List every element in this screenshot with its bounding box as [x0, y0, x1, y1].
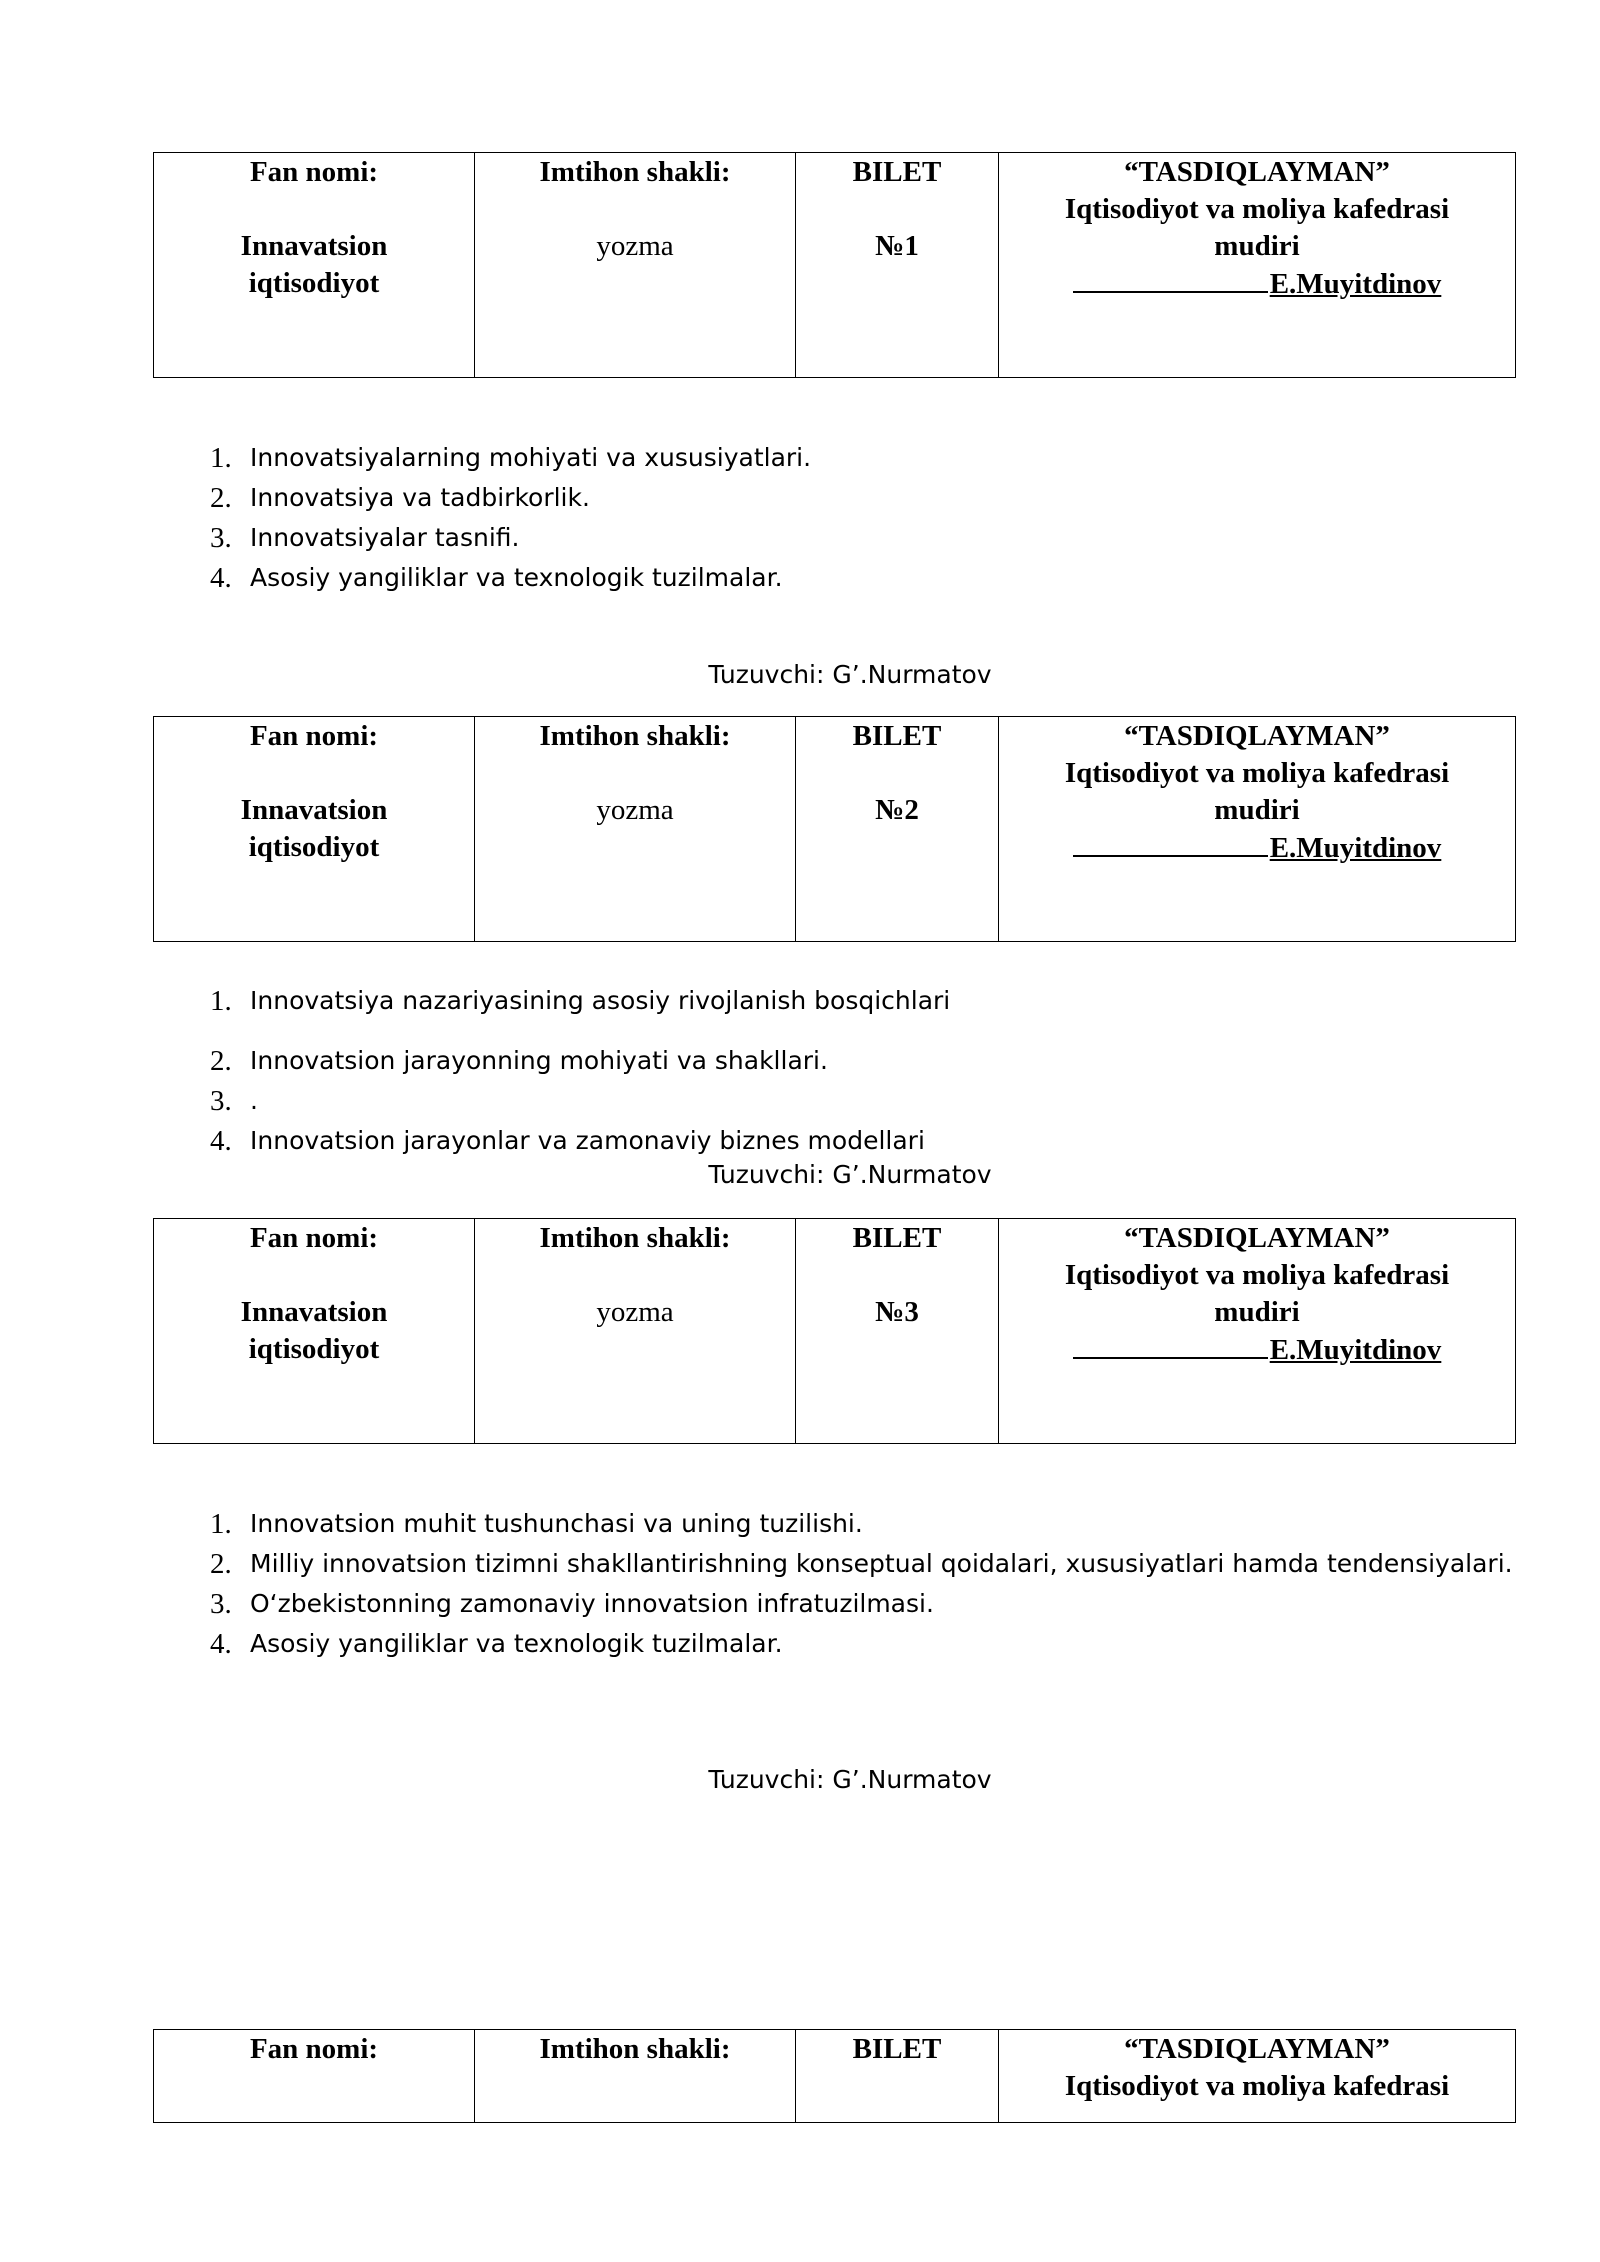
subject-cell [154, 1219, 475, 1444]
approval-position: mudiri [1214, 1296, 1300, 1328]
approval-department: Iqtisodiyot va moliya kafedrasi [1064, 193, 1450, 225]
ticket-1-author: Tuzuvchi: G’.Nurmatov [708, 660, 992, 689]
approval-title: “TASDIQLAYMAN” [1124, 2033, 1390, 2065]
subject-label: Fan nomi: [249, 2033, 379, 2065]
approval-cell [999, 1219, 1516, 1444]
subject-label: Fan nomi: [249, 1222, 379, 1254]
list-item: 1. Innovatsion muhit tushunchasi va uning tuzilishi. [210, 1508, 863, 1540]
approval-signature [999, 265, 1515, 303]
subject-cell [154, 2030, 475, 2123]
list-item: 1. Innovatsiyalarning mohiyati va xususiyatlari. [210, 442, 812, 474]
subject-name-line2: iqtisodiyot [248, 831, 380, 863]
subject-name-line1: Innavatsion [240, 230, 388, 262]
subject-name-line1: Innavatsion [240, 794, 388, 826]
approval-position: mudiri [1214, 794, 1300, 826]
signature-line [1073, 265, 1268, 293]
exam-form-label: Imtihon shakli: [539, 1222, 731, 1254]
exam-form-cell [475, 2030, 796, 2123]
approval-signer: E.Muyitdinov [1269, 268, 1442, 300]
ticket-number: №3 [875, 1296, 919, 1328]
ticket-1-questions [210, 438, 811, 598]
approval-cell [999, 153, 1516, 378]
signature-line [1073, 1331, 1268, 1359]
approval-cell [999, 717, 1516, 942]
list-item: 3. Innovatsiyalar tasnifi. [210, 522, 520, 554]
approval-signer: E.Muyitdinov [1269, 1334, 1442, 1366]
subject-label: Fan nomi: [249, 156, 379, 188]
approval-department: Iqtisodiyot va moliya kafedrasi [1064, 1259, 1450, 1291]
exam-form-label: Imtihon shakli: [539, 2033, 731, 2065]
ticket-label: BILET [852, 1222, 942, 1254]
approval-title: “TASDIQLAYMAN” [1124, 1222, 1390, 1254]
ticket-2-questions [210, 981, 950, 1161]
exam-form-value: yozma [596, 794, 674, 826]
list-item: 3. O‘zbekistonning zamonaviy innovatsion infratuzilmasi. [210, 1588, 934, 1620]
exam-form-value: yozma [596, 230, 674, 262]
subject-name-line2: iqtisodiyot [248, 267, 380, 299]
ticket-3-author: Tuzuvchi: G’.Nurmatov [708, 1765, 992, 1794]
ticket-3-header-table [153, 1218, 1516, 1444]
ticket-4-header-table [153, 2029, 1516, 2123]
exam-form-label: Imtihon shakli: [539, 156, 731, 188]
ticket-number-cell [796, 2030, 999, 2123]
approval-signature [999, 1331, 1515, 1369]
ticket-label: BILET [852, 720, 942, 752]
approval-signer: E.Muyitdinov [1269, 832, 1442, 864]
exam-form-cell [475, 717, 796, 942]
approval-title: “TASDIQLAYMAN” [1124, 156, 1390, 188]
ticket-2-author: Tuzuvchi: G’.Nurmatov [708, 1160, 992, 1189]
exam-form-label: Imtihon shakli: [539, 720, 731, 752]
ticket-number: №1 [875, 230, 919, 262]
approval-signature [999, 829, 1515, 867]
subject-label: Fan nomi: [249, 720, 379, 752]
list-item: 2. Innovatsion jarayonning mohiyati va shakllari. [210, 1045, 828, 1077]
approval-title: “TASDIQLAYMAN” [1124, 720, 1390, 752]
exam-form-cell [475, 153, 796, 378]
list-item: 2. Innovatsiya va tadbirkorlik. [210, 482, 590, 514]
ticket-2-header-table [153, 716, 1516, 942]
subject-name-line1: Innavatsion [240, 1296, 388, 1328]
list-item: 4. Innovatsion jarayonlar va zamonaviy biznes modellari [210, 1125, 925, 1157]
list-item: 2. Milliy innovatsion tizimni shakllantirishning konseptual qoidalari, xususiyatlari hamda tendensiyalari. [210, 1548, 1513, 1580]
ticket-number: №2 [875, 794, 919, 826]
exam-form-value: yozma [596, 1296, 674, 1328]
ticket-label: BILET [852, 156, 942, 188]
approval-department: Iqtisodiyot va moliya kafedrasi [1064, 757, 1450, 789]
approval-cell [999, 2030, 1516, 2123]
subject-cell [154, 153, 475, 378]
ticket-label: BILET [852, 2033, 942, 2065]
ticket-number-cell [796, 153, 999, 378]
list-item: 4. Asosiy yangiliklar va texnologik tuzilmalar. [210, 562, 783, 594]
ticket-3-questions [210, 1504, 1513, 1664]
ticket-number-cell [796, 1219, 999, 1444]
approval-department: Iqtisodiyot va moliya kafedrasi [1064, 2070, 1450, 2102]
list-item: 3. . [210, 1085, 258, 1117]
ticket-number-cell [796, 717, 999, 942]
approval-position: mudiri [1214, 230, 1300, 262]
list-item: 1. Innovatsiya nazariyasining asosiy rivojlanish bosqichlari [210, 985, 951, 1017]
list-item: 4. Asosiy yangiliklar va texnologik tuzilmalar. [210, 1628, 783, 1660]
subject-cell [154, 717, 475, 942]
ticket-1-header-table [153, 152, 1516, 378]
exam-form-cell [475, 1219, 796, 1444]
signature-line [1073, 829, 1268, 857]
subject-name-line2: iqtisodiyot [248, 1333, 380, 1365]
